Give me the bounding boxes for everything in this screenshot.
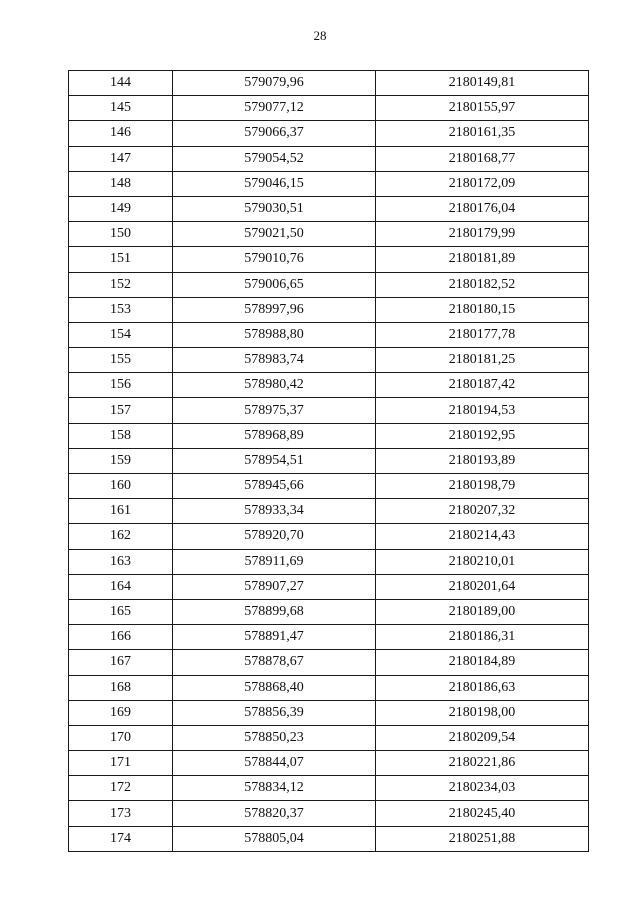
x-coordinate-cell: 579006,65	[173, 272, 376, 297]
table-row	[69, 826, 589, 851]
y-coordinate-cell: 2180251,88	[376, 826, 589, 851]
y-coordinate-cell: 2180198,00	[376, 700, 589, 725]
table-row	[69, 599, 589, 624]
y-coordinate-cell: 2180245,40	[376, 801, 589, 826]
table-row	[69, 222, 589, 247]
table-row	[69, 650, 589, 675]
point-number-cell: 165	[69, 599, 173, 624]
x-coordinate-cell: 579054,52	[173, 146, 376, 171]
y-coordinate-cell: 2180155,97	[376, 96, 589, 121]
x-coordinate-cell: 578856,39	[173, 700, 376, 725]
point-number-cell: 150	[69, 222, 173, 247]
table-row	[69, 725, 589, 750]
table-row	[69, 474, 589, 499]
y-coordinate-cell: 2180198,79	[376, 474, 589, 499]
y-coordinate-cell: 2180184,89	[376, 650, 589, 675]
x-coordinate-cell: 579046,15	[173, 171, 376, 196]
x-coordinate-cell: 578911,69	[173, 549, 376, 574]
x-coordinate-cell: 579030,51	[173, 196, 376, 221]
point-number-cell: 163	[69, 549, 173, 574]
y-coordinate-cell: 2180186,31	[376, 625, 589, 650]
table-row	[69, 776, 589, 801]
point-number-cell: 161	[69, 499, 173, 524]
table-row	[69, 272, 589, 297]
point-number-cell: 151	[69, 247, 173, 272]
table-row	[69, 549, 589, 574]
table-row	[69, 398, 589, 423]
point-number-cell: 171	[69, 751, 173, 776]
table-row	[69, 700, 589, 725]
point-number-cell: 146	[69, 121, 173, 146]
x-coordinate-cell: 578891,47	[173, 625, 376, 650]
table-row	[69, 121, 589, 146]
point-number-cell: 156	[69, 373, 173, 398]
x-coordinate-cell: 578983,74	[173, 348, 376, 373]
x-coordinate-cell: 578850,23	[173, 725, 376, 750]
y-coordinate-cell: 2180214,43	[376, 524, 589, 549]
point-number-cell: 149	[69, 196, 173, 221]
point-number-cell: 164	[69, 574, 173, 599]
table-row	[69, 675, 589, 700]
table-row	[69, 373, 589, 398]
point-number-cell: 172	[69, 776, 173, 801]
x-coordinate-cell: 578975,37	[173, 398, 376, 423]
table-row	[69, 146, 589, 171]
point-number-cell: 169	[69, 700, 173, 725]
point-number-cell: 159	[69, 448, 173, 473]
point-number-cell: 147	[69, 146, 173, 171]
y-coordinate-cell: 2180234,03	[376, 776, 589, 801]
point-number-cell: 158	[69, 423, 173, 448]
x-coordinate-cell: 578933,34	[173, 499, 376, 524]
table-row	[69, 322, 589, 347]
x-coordinate-cell: 578844,07	[173, 751, 376, 776]
x-coordinate-cell: 579079,96	[173, 71, 376, 96]
y-coordinate-cell: 2180210,01	[376, 549, 589, 574]
point-number-cell: 173	[69, 801, 173, 826]
y-coordinate-cell: 2180192,95	[376, 423, 589, 448]
point-number-cell: 160	[69, 474, 173, 499]
x-coordinate-cell: 579021,50	[173, 222, 376, 247]
x-coordinate-cell: 578834,12	[173, 776, 376, 801]
table-row	[69, 448, 589, 473]
point-number-cell: 145	[69, 96, 173, 121]
x-coordinate-cell: 579077,12	[173, 96, 376, 121]
x-coordinate-cell: 578968,89	[173, 423, 376, 448]
x-coordinate-cell: 579010,76	[173, 247, 376, 272]
table-row	[69, 524, 589, 549]
coordinates-table	[68, 70, 589, 852]
point-number-cell: 144	[69, 71, 173, 96]
point-number-cell: 153	[69, 297, 173, 322]
y-coordinate-cell: 2180181,89	[376, 247, 589, 272]
page-number: 28	[313, 28, 327, 43]
x-coordinate-cell: 578907,27	[173, 574, 376, 599]
table-row	[69, 96, 589, 121]
y-coordinate-cell: 2180209,54	[376, 725, 589, 750]
x-coordinate-cell: 578954,51	[173, 448, 376, 473]
table-row	[69, 171, 589, 196]
table-row	[69, 574, 589, 599]
point-number-cell: 168	[69, 675, 173, 700]
x-coordinate-cell: 578988,80	[173, 322, 376, 347]
y-coordinate-cell: 2180177,78	[376, 322, 589, 347]
y-coordinate-cell: 2180207,32	[376, 499, 589, 524]
y-coordinate-cell: 2180179,99	[376, 222, 589, 247]
table-row	[69, 625, 589, 650]
y-coordinate-cell: 2180221,86	[376, 751, 589, 776]
table-row	[69, 247, 589, 272]
point-number-cell: 167	[69, 650, 173, 675]
y-coordinate-cell: 2180149,81	[376, 71, 589, 96]
x-coordinate-cell: 578997,96	[173, 297, 376, 322]
table-row	[69, 71, 589, 96]
coordinates-table-body	[69, 71, 589, 852]
x-coordinate-cell: 578805,04	[173, 826, 376, 851]
y-coordinate-cell: 2180180,15	[376, 297, 589, 322]
y-coordinate-cell: 2180172,09	[376, 171, 589, 196]
table-row	[69, 348, 589, 373]
y-coordinate-cell: 2180194,53	[376, 398, 589, 423]
table-row	[69, 423, 589, 448]
point-number-cell: 154	[69, 322, 173, 347]
table-row	[69, 196, 589, 221]
x-coordinate-cell: 578899,68	[173, 599, 376, 624]
table-row	[69, 499, 589, 524]
y-coordinate-cell: 2180187,42	[376, 373, 589, 398]
point-number-cell: 157	[69, 398, 173, 423]
y-coordinate-cell: 2180161,35	[376, 121, 589, 146]
x-coordinate-cell: 578878,67	[173, 650, 376, 675]
x-coordinate-cell: 578820,37	[173, 801, 376, 826]
point-number-cell: 174	[69, 826, 173, 851]
point-number-cell: 148	[69, 171, 173, 196]
table-row	[69, 751, 589, 776]
table-row	[69, 801, 589, 826]
point-number-cell: 170	[69, 725, 173, 750]
y-coordinate-cell: 2180181,25	[376, 348, 589, 373]
x-coordinate-cell: 578945,66	[173, 474, 376, 499]
point-number-cell: 162	[69, 524, 173, 549]
point-number-cell: 155	[69, 348, 173, 373]
y-coordinate-cell: 2180201,64	[376, 574, 589, 599]
y-coordinate-cell: 2180186,63	[376, 675, 589, 700]
y-coordinate-cell: 2180168,77	[376, 146, 589, 171]
table-row	[69, 297, 589, 322]
x-coordinate-cell: 579066,37	[173, 121, 376, 146]
point-number-cell: 152	[69, 272, 173, 297]
point-number-cell: 166	[69, 625, 173, 650]
y-coordinate-cell: 2180176,04	[376, 196, 589, 221]
y-coordinate-cell: 2180193,89	[376, 448, 589, 473]
y-coordinate-cell: 2180189,00	[376, 599, 589, 624]
y-coordinate-cell: 2180182,52	[376, 272, 589, 297]
x-coordinate-cell: 578868,40	[173, 675, 376, 700]
x-coordinate-cell: 578980,42	[173, 373, 376, 398]
x-coordinate-cell: 578920,70	[173, 524, 376, 549]
